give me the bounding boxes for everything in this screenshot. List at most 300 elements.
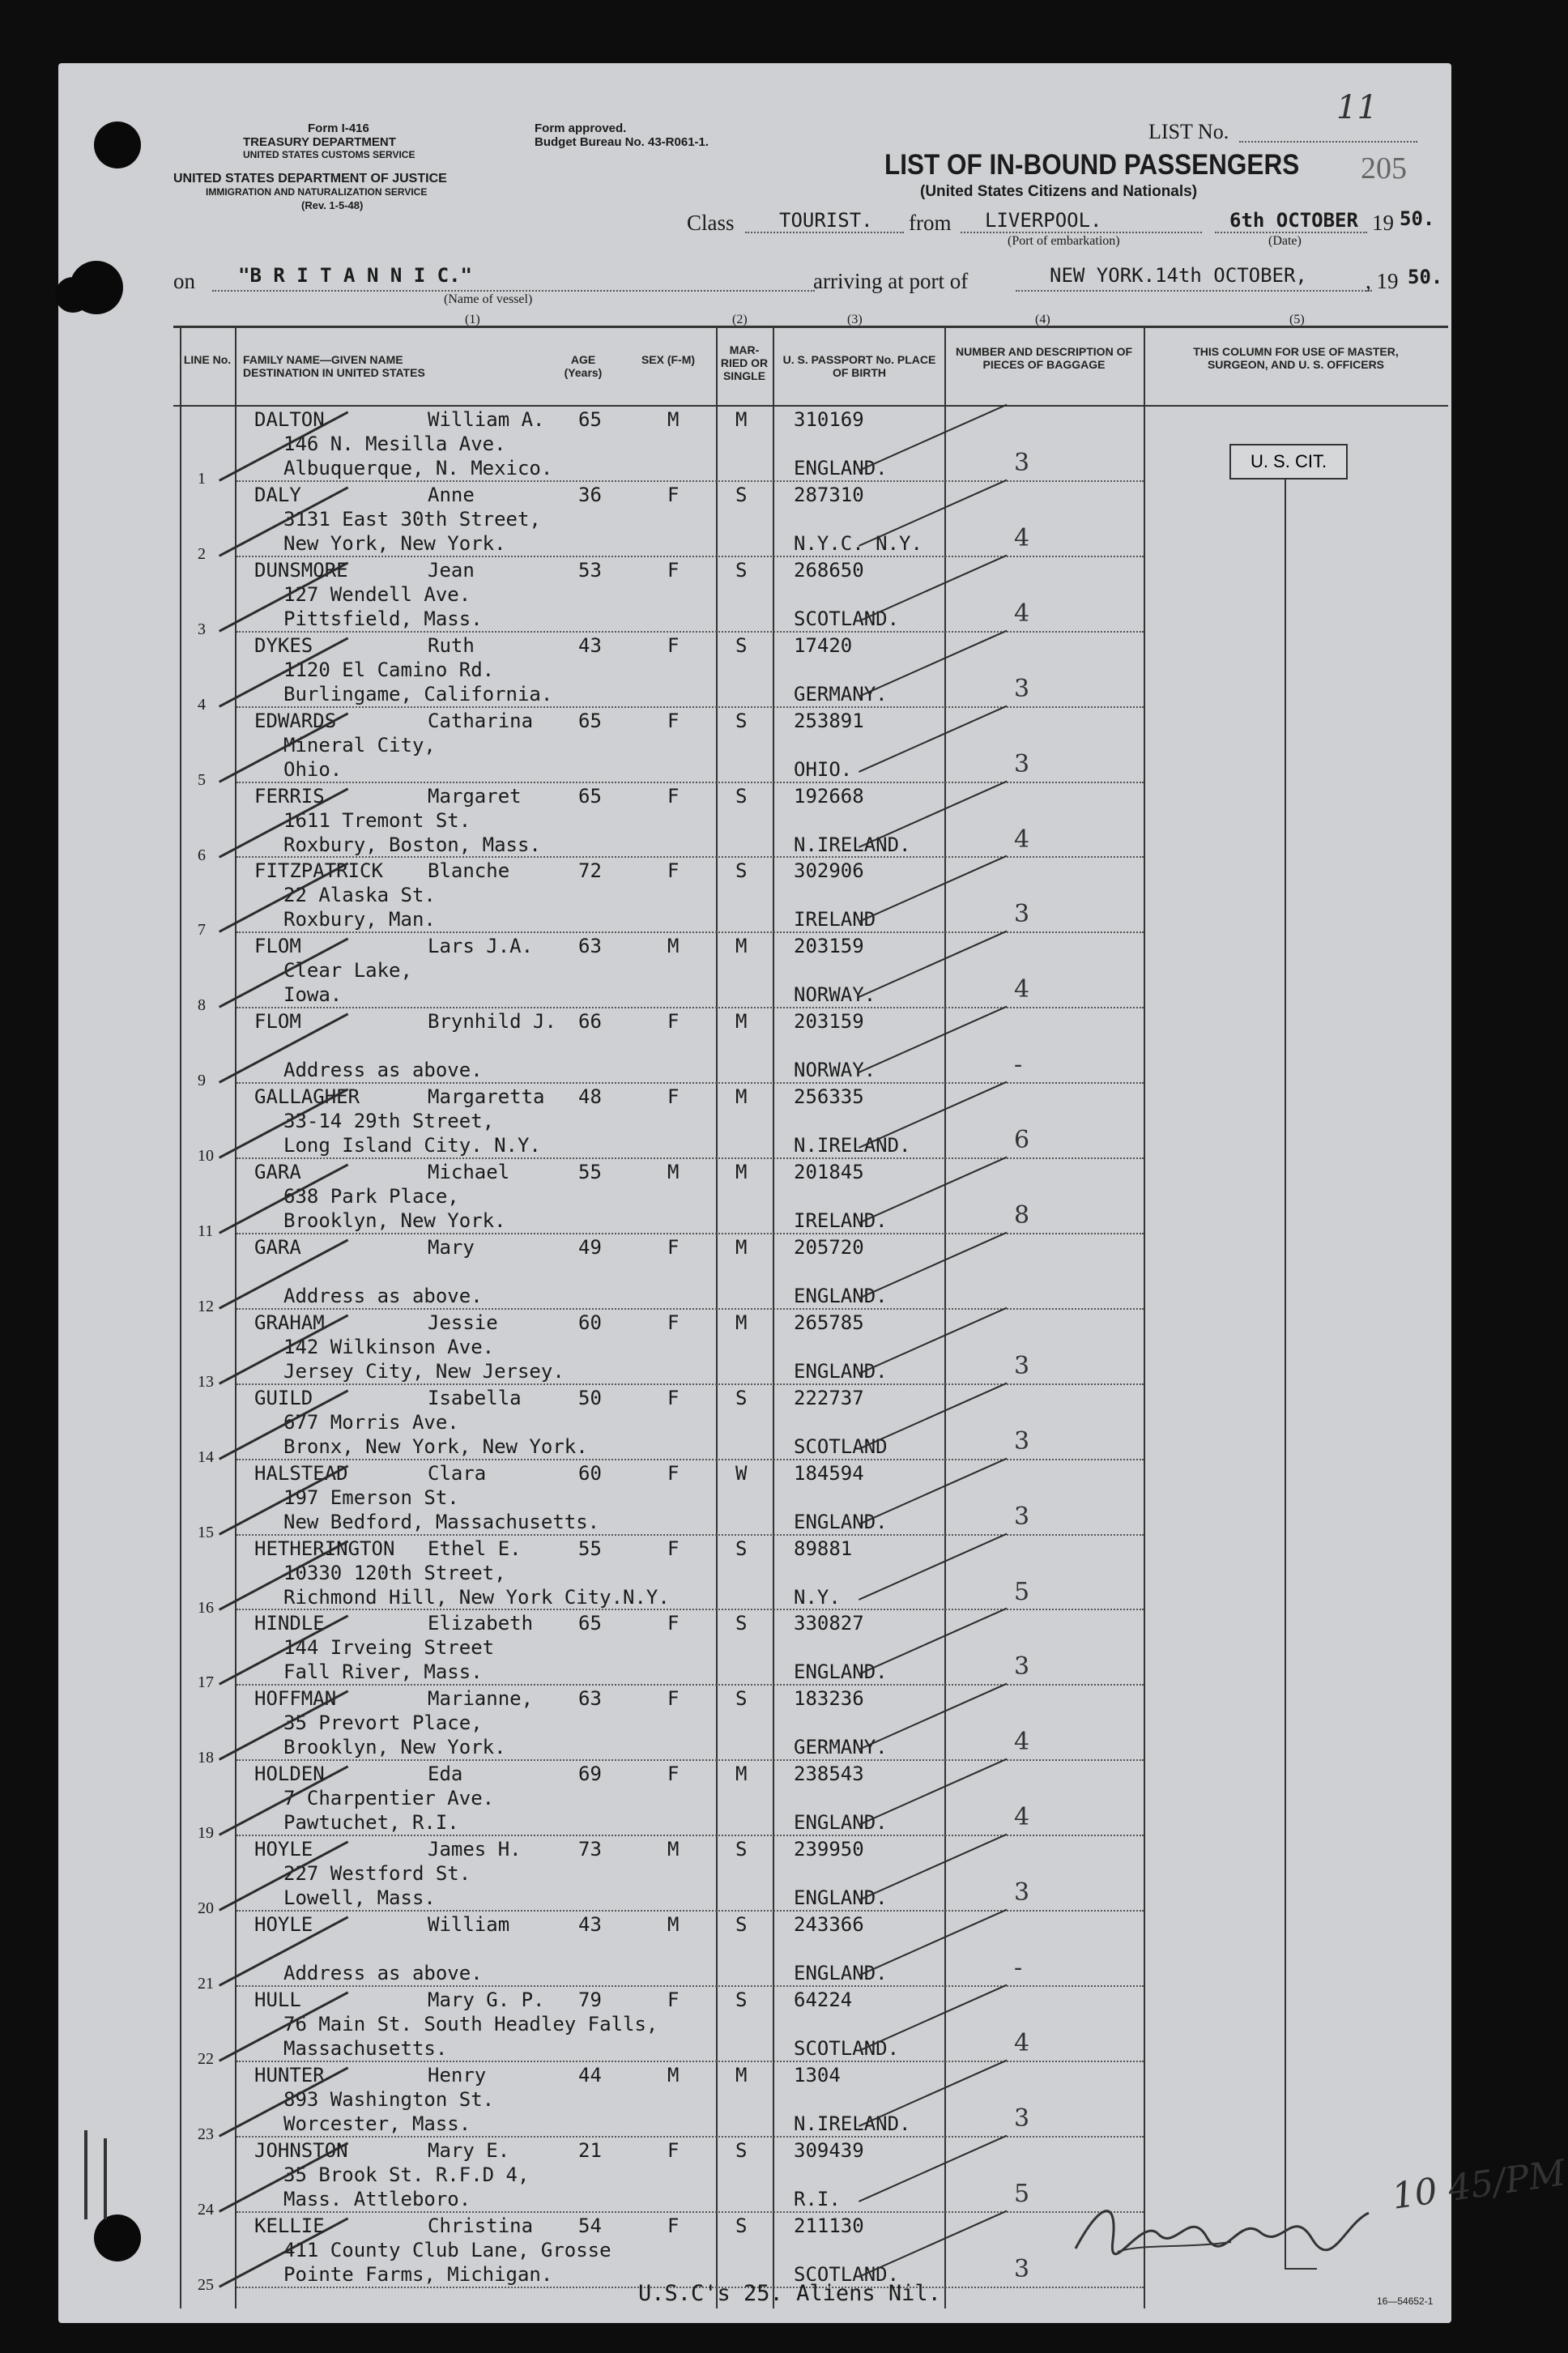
- passenger-sex: M: [667, 1838, 680, 1861]
- col-num-5: (5): [1289, 313, 1305, 326]
- passenger-given-name: Isabella: [428, 1386, 522, 1409]
- passenger-surname: GALLAGHER: [254, 1085, 360, 1109]
- port-value: LIVERPOOL.: [985, 209, 1102, 232]
- passenger-sex: F: [667, 558, 680, 582]
- passenger-age: 43: [578, 1913, 602, 1936]
- passenger-age: 50: [578, 1386, 602, 1409]
- port-caption: (Port of embarkation): [1008, 234, 1120, 248]
- col-header-name: FAMILY NAME—GIVEN NAME DESTINATION IN UNITED STATES: [243, 353, 425, 379]
- row-separator: [236, 856, 1144, 858]
- date-year: 50.: [1400, 207, 1435, 230]
- passenger-address-line: Address as above.: [283, 1962, 483, 1984]
- passenger-surname: HALSTEAD: [254, 1461, 348, 1485]
- passenger-given-name: Mary G. P.: [428, 1988, 545, 2011]
- passport-number: 302906: [794, 859, 864, 883]
- passenger-address-line: 3131 East 30th Street,: [283, 507, 541, 531]
- passenger-surname: FLOM: [254, 1010, 301, 1034]
- passenger-sex: F: [667, 1537, 680, 1560]
- passenger-address-line: 7 Charpentier Ave.: [283, 1787, 495, 1810]
- baggage-count: 4: [1014, 825, 1030, 854]
- passenger-given-name: Blanche: [428, 859, 510, 883]
- place-of-birth: N.Y.: [794, 1585, 841, 1609]
- col-header-age: AGE (Years): [564, 353, 603, 379]
- baggage-count: 3: [1014, 1351, 1030, 1380]
- passport-number: 309439: [794, 2138, 864, 2162]
- line-number: 25: [198, 2275, 214, 2294]
- baggage-count: 3: [1014, 749, 1030, 778]
- arrival-time: 10 45/PM: [1389, 2152, 1568, 2218]
- passenger-age: 63: [578, 935, 602, 958]
- passenger-surname: HUNTER: [254, 2063, 325, 2087]
- passenger-address-line: 677 Morris Ave.: [283, 1410, 459, 1434]
- passenger-address-line: New York, New York.: [283, 531, 506, 555]
- passenger-age: 73: [578, 1838, 602, 1861]
- passenger-surname: DALY: [254, 483, 301, 506]
- place-of-birth: ENGLAND.: [794, 1510, 888, 1533]
- passenger-sex: F: [667, 1085, 680, 1109]
- passenger-marital-status: S: [735, 709, 748, 732]
- passenger-address-line: 1611 Tremont St.: [283, 808, 471, 832]
- date-value: 6th OCTOBER: [1229, 209, 1358, 232]
- passenger-given-name: Ethel E.: [428, 1537, 522, 1560]
- passenger-marital-status: S: [735, 2138, 748, 2162]
- row-separator: [236, 1308, 1144, 1310]
- passenger-surname: GARA: [254, 1161, 301, 1183]
- passenger-age: 66: [578, 1010, 602, 1034]
- arrival-line: [1016, 290, 1372, 292]
- passenger-address-line: Pawtuchet, R.I.: [283, 1811, 459, 1835]
- col-divider: [1144, 326, 1145, 2308]
- row-separator: [236, 1233, 1144, 1234]
- place-of-birth: ENGLAND.: [794, 457, 888, 480]
- passenger-address-line: 227 Westford St.: [283, 1862, 471, 1886]
- passenger-sex: M: [667, 408, 680, 431]
- passenger-given-name: Clara: [428, 1461, 487, 1485]
- passenger-sex: F: [667, 859, 680, 883]
- list-title: LIST OF IN-BOUND PASSENGERS: [884, 149, 1300, 181]
- place-of-birth: ENGLAND.: [794, 1359, 888, 1383]
- passenger-address-line: Address as above.: [283, 1059, 483, 1082]
- passenger-given-name: Margaret: [428, 784, 522, 808]
- line-number: 22: [198, 2049, 214, 2068]
- vessel-value: "B R I T A N N I C.": [238, 264, 472, 287]
- passport-number: 253891: [794, 709, 864, 732]
- passenger-given-name: Marianne,: [428, 1687, 534, 1711]
- passenger-sex: F: [667, 633, 680, 657]
- place-of-birth: SCOTLAND.: [794, 2036, 900, 2060]
- passenger-address-line: 35 Brook St. R.F.D 4,: [283, 2163, 530, 2186]
- passport-number: 268650: [794, 558, 864, 582]
- passenger-address-line: 22 Alaska St.: [283, 884, 436, 907]
- passenger-surname: HETHERINGTON: [254, 1537, 395, 1560]
- passport-number: 203159: [794, 1010, 864, 1034]
- passenger-address-line: 76 Main St. South Headley Falls,: [283, 2012, 658, 2035]
- place-of-birth: NORWAY.: [794, 983, 876, 1007]
- place-of-birth: GERMANY.: [794, 1736, 888, 1759]
- passenger-age: 44: [578, 2063, 602, 2087]
- passenger-age: 43: [578, 633, 602, 657]
- passenger-given-name: Mary: [428, 1235, 475, 1259]
- baggage-count: 4: [1014, 2028, 1030, 2057]
- passenger-given-name: Brynhild J.: [428, 1010, 556, 1034]
- col-num-2: (2): [732, 313, 748, 326]
- passport-number: 330827: [794, 1612, 864, 1635]
- passenger-marital-status: S: [735, 2214, 748, 2237]
- row-separator: [236, 631, 1144, 633]
- passenger-marital-status: S: [735, 1913, 748, 1936]
- passport-number: 89881: [794, 1537, 853, 1560]
- passenger-address-line: Richmond Hill, New York City.N.Y.: [283, 1585, 670, 1609]
- passport-number: 201845: [794, 1161, 864, 1183]
- col-header-baggage: NUMBER AND DESCRIPTION OF PIECES OF BAGGAGE: [955, 345, 1133, 371]
- baggage-count: 3: [1014, 449, 1030, 477]
- passenger-sex: M: [667, 935, 680, 958]
- passenger-given-name: Henry: [428, 2063, 487, 2087]
- row-separator: [236, 1609, 1144, 1610]
- passenger-marital-status: M: [735, 1235, 748, 1259]
- passenger-age: 69: [578, 1763, 602, 1786]
- baggage-count: 6: [1014, 1126, 1030, 1155]
- passport-number: 238543: [794, 1763, 864, 1786]
- row-separator: [236, 480, 1144, 482]
- row-separator: [236, 1157, 1144, 1159]
- passenger-sex: M: [667, 1913, 680, 1936]
- passenger-address-line: Albuquerque, N. Mexico.: [283, 457, 553, 480]
- passenger-given-name: Catharina: [428, 709, 534, 732]
- col-divider: [773, 326, 774, 2308]
- line-number: 3: [198, 620, 206, 638]
- place-of-birth: ENGLAND.: [794, 1962, 888, 1984]
- baggage-count: 5: [1014, 1577, 1030, 1606]
- passenger-address-line: 35 Prevort Place,: [283, 1711, 483, 1735]
- passenger-surname: DUNSMORE: [254, 558, 348, 582]
- passenger-sex: F: [667, 1763, 680, 1786]
- passport-number: 239950: [794, 1838, 864, 1861]
- passport-number: 211130: [794, 2214, 864, 2237]
- passenger-given-name: Christina: [428, 2214, 534, 2237]
- line-number: 2: [198, 544, 206, 563]
- passport-number: 243366: [794, 1913, 864, 1936]
- passenger-address-line: 638 Park Place,: [283, 1185, 459, 1208]
- print-code: 16—54652-1: [1377, 2295, 1434, 2307]
- passenger-sex: F: [667, 1461, 680, 1485]
- list-no-label: LIST No.: [1148, 120, 1229, 143]
- passenger-address-line: Mineral City,: [283, 733, 436, 757]
- passenger-marital-status: W: [735, 1461, 748, 1485]
- row-separator: [236, 556, 1144, 557]
- form-approved: Form approved.: [535, 121, 627, 135]
- passenger-address-line: 1120 El Camino Rd.: [283, 658, 495, 681]
- passenger-address-line: Burlingame, California.: [283, 682, 553, 705]
- baggage-count: 3: [1014, 1426, 1030, 1456]
- row-separator: [236, 1082, 1144, 1084]
- passenger-address-line: Address as above.: [283, 1284, 483, 1307]
- line-number: 21: [198, 1975, 214, 1993]
- passenger-marital-status: S: [735, 1386, 748, 1409]
- passenger-given-name: Michael: [428, 1161, 510, 1183]
- line-number: 6: [198, 846, 206, 864]
- line-number: 9: [198, 1072, 206, 1090]
- passenger-sex: F: [667, 1386, 680, 1409]
- row-separator: [236, 1759, 1144, 1761]
- passenger-surname: HOLDEN: [254, 1763, 325, 1786]
- baggage-count: 3: [1014, 674, 1030, 703]
- passport-number: 287310: [794, 483, 864, 506]
- class-line: [745, 232, 904, 233]
- page-number: 205: [1361, 151, 1407, 185]
- line-number: 19: [198, 1824, 214, 1843]
- passenger-sex: F: [667, 1235, 680, 1259]
- col-header-line: LINE No.: [183, 353, 232, 366]
- line-number: 1: [198, 470, 206, 488]
- line-number: 7: [198, 921, 206, 940]
- baggage-count: 3: [1014, 2104, 1030, 2133]
- row-separator: [236, 1835, 1144, 1836]
- passenger-address-line: Roxbury, Boston, Mass.: [283, 833, 541, 856]
- baggage-count: 4: [1014, 599, 1030, 628]
- baggage-count: 4: [1014, 523, 1030, 552]
- passport-number: 1304: [794, 2063, 841, 2087]
- passenger-sex: F: [667, 1687, 680, 1711]
- from-label: from: [909, 211, 952, 235]
- passenger-marital-status: M: [735, 408, 748, 431]
- margin-mark: [84, 2130, 87, 2219]
- passenger-marital-status: M: [735, 1311, 748, 1334]
- date-year-prefix: 19: [1372, 211, 1394, 235]
- col-header-officers: THIS COLUMN FOR USE OF MASTER, SURGEON, AND U. S. OFFICERS: [1193, 345, 1399, 371]
- passenger-given-name: James H.: [428, 1838, 522, 1861]
- passenger-address-line: Massachusetts.: [283, 2036, 448, 2060]
- vessel-line: [212, 290, 815, 292]
- place-of-birth: ENGLAND.: [794, 1886, 888, 1910]
- passenger-address-line: 411 County Club Lane, Grosse: [283, 2238, 611, 2261]
- passenger-sex: F: [667, 1010, 680, 1034]
- row-separator: [236, 1383, 1144, 1385]
- passport-number: 310169: [794, 408, 864, 431]
- row-separator: [236, 1007, 1144, 1008]
- passenger-marital-status: M: [735, 1763, 748, 1786]
- arrival-value: NEW YORK.14th OCTOBER,: [1050, 264, 1307, 287]
- line-number: 5: [198, 770, 206, 789]
- passenger-surname: GARA: [254, 1235, 301, 1259]
- line-number: 10: [198, 1147, 214, 1166]
- passenger-marital-status: S: [735, 859, 748, 883]
- place-of-birth: NORWAY.: [794, 1059, 876, 1082]
- passenger-address-line: 142 Wilkinson Ave.: [283, 1335, 495, 1358]
- punch-hole: [94, 121, 141, 168]
- passenger-marital-status: S: [735, 1988, 748, 2011]
- passenger-sex: F: [667, 709, 680, 732]
- place-of-birth: OHIO.: [794, 757, 853, 781]
- passenger-surname: FERRIS: [254, 784, 325, 808]
- budget-bureau: Budget Bureau No. 43-R061-1.: [535, 135, 709, 149]
- passenger-address-line: Roxbury, Man.: [283, 908, 436, 931]
- place-of-birth: IRELAND.: [794, 1209, 888, 1232]
- customs-label: UNITED STATES CUSTOMS SERVICE: [243, 149, 415, 160]
- passenger-address-line: 10330 120th Street,: [283, 1561, 506, 1584]
- passenger-age: 54: [578, 2214, 602, 2237]
- passenger-given-name: Jean: [428, 558, 475, 582]
- margin-mark: [104, 2138, 107, 2219]
- place-of-birth: SCOTLAND.: [794, 607, 900, 630]
- passenger-marital-status: M: [735, 935, 748, 958]
- passenger-age: 65: [578, 784, 602, 808]
- passenger-address-line: Worcester, Mass.: [283, 2112, 471, 2135]
- place-of-birth: ENGLAND.: [794, 1660, 888, 1684]
- passenger-given-name: Elizabeth: [428, 1612, 534, 1635]
- line-number: 12: [198, 1297, 214, 1315]
- passenger-age: 55: [578, 1537, 602, 1560]
- line-number: 8: [198, 996, 206, 1015]
- passenger-age: 65: [578, 408, 602, 431]
- passport-number: 183236: [794, 1687, 864, 1711]
- passenger-surname: HINDLE: [254, 1612, 325, 1635]
- baggage-count: 3: [1014, 1502, 1030, 1531]
- passenger-address-line: Pointe Farms, Michigan.: [283, 2262, 553, 2286]
- baggage-count: 3: [1014, 1878, 1030, 1908]
- passport-number: 203159: [794, 935, 864, 958]
- line-number: 24: [198, 2200, 214, 2219]
- passenger-sex: F: [667, 784, 680, 808]
- date-caption: (Date): [1268, 234, 1302, 248]
- passenger-surname: DYKES: [254, 633, 313, 657]
- passenger-address-line: Jersey City, New Jersey.: [283, 1359, 565, 1383]
- passenger-age: 65: [578, 709, 602, 732]
- passenger-address-line: 146 N. Mesilla Ave.: [283, 433, 506, 455]
- passenger-age: 21: [578, 2138, 602, 2162]
- row-separator: [236, 706, 1144, 708]
- row-separator: [236, 1534, 1144, 1536]
- passenger-sex: F: [667, 1612, 680, 1635]
- row-separator: [236, 2136, 1144, 2138]
- passenger-surname: KELLIE: [254, 2214, 325, 2237]
- rev-label: (Rev. 1-5-48): [301, 199, 364, 211]
- row-separator: [236, 1910, 1144, 1912]
- passenger-marital-status: S: [735, 1838, 748, 1861]
- passenger-age: 49: [578, 1235, 602, 1259]
- arrival-year: 50.: [1408, 266, 1443, 288]
- passenger-marital-status: M: [735, 2063, 748, 2087]
- passenger-address-line: Mass. Attleboro.: [283, 2187, 471, 2210]
- passenger-address-line: Lowell, Mass.: [283, 1886, 436, 1910]
- baggage-count: -: [1014, 1954, 1023, 1982]
- passport-number: 64224: [794, 1988, 853, 2011]
- passenger-marital-status: S: [735, 483, 748, 506]
- row-separator: [236, 2211, 1144, 2213]
- passenger-marital-status: S: [735, 1612, 748, 1635]
- passenger-given-name: Eda: [428, 1763, 463, 1786]
- passenger-marital-status: S: [735, 558, 748, 582]
- passenger-address-line: Clear Lake,: [283, 959, 412, 983]
- passenger-age: 60: [578, 1461, 602, 1485]
- line-number: 15: [198, 1523, 214, 1541]
- ins-label: IMMIGRATION AND NATURALIZATION SERVICE: [206, 186, 428, 198]
- passport-number: 265785: [794, 1311, 864, 1334]
- place-of-birth: N.IRELAND.: [794, 1134, 911, 1157]
- line-number: 13: [198, 1372, 214, 1391]
- baggage-count: -: [1014, 1051, 1023, 1080]
- passenger-marital-status: S: [735, 1687, 748, 1711]
- list-no-value: 11: [1336, 89, 1378, 126]
- passenger-age: 53: [578, 558, 602, 582]
- port-line: [961, 232, 1202, 233]
- passenger-age: 72: [578, 859, 602, 883]
- passenger-given-name: William: [428, 1913, 510, 1936]
- manifest-sheet: [58, 63, 1451, 2323]
- baggage-count: 3: [1014, 900, 1030, 929]
- passenger-given-name: Anne: [428, 483, 475, 506]
- passenger-surname: GUILD: [254, 1386, 313, 1409]
- col-header-married: MAR-RIED OR SINGLE: [720, 343, 769, 382]
- passenger-given-name: Lars J.A.: [428, 935, 534, 958]
- vessel-caption: (Name of vessel): [444, 292, 533, 306]
- col-divider: [180, 326, 181, 2308]
- passport-number: 184594: [794, 1461, 864, 1485]
- officer-bracket-foot: [1285, 2268, 1317, 2270]
- row-separator: [236, 782, 1144, 783]
- passport-number: 192668: [794, 784, 864, 808]
- passenger-marital-status: S: [735, 784, 748, 808]
- passenger-surname: DALTON: [254, 408, 325, 431]
- place-of-birth: SCOTLAND: [794, 1434, 888, 1458]
- place-of-birth: IRELAND: [794, 908, 876, 931]
- place-of-birth: SCOTLAND.: [794, 2262, 900, 2286]
- row-separator: [236, 931, 1144, 933]
- arriving-label: arriving at port of: [813, 269, 969, 293]
- form-number: Form I-416: [308, 121, 369, 135]
- col-num-3: (3): [847, 313, 863, 326]
- passenger-marital-status: M: [735, 1010, 748, 1034]
- place-of-birth: ENGLAND.: [794, 1811, 888, 1835]
- passenger-surname: HOYLE: [254, 1913, 313, 1936]
- col-num-1: (1): [465, 313, 480, 326]
- passenger-age: 60: [578, 1311, 602, 1334]
- place-of-birth: R.I.: [794, 2187, 841, 2210]
- class-value: TOURIST.: [779, 209, 873, 232]
- baggage-count: 4: [1014, 975, 1030, 1004]
- passenger-address-line: Ohio.: [283, 757, 343, 781]
- footer-totals: U.S.C's 25. Aliens Nil.: [638, 2281, 941, 2306]
- passenger-given-name: Margaretta: [428, 1085, 545, 1109]
- passenger-surname: HULL: [254, 1988, 301, 2011]
- col-header-sex: SEX (F-M): [641, 353, 696, 366]
- passenger-address-line: Bronx, New York, New York.: [283, 1434, 588, 1458]
- passenger-sex: F: [667, 2214, 680, 2237]
- place-of-birth: N.Y.C. N.Y.: [794, 531, 922, 555]
- passenger-address-line: Pittsfield, Mass.: [283, 607, 483, 630]
- arrival-year-prefix: , 19: [1366, 269, 1399, 293]
- baggage-count: 3: [1014, 2254, 1030, 2283]
- passenger-address-line: Brooklyn, New York.: [283, 1736, 506, 1759]
- us-citizen-stamp: U. S. CIT.: [1229, 444, 1348, 480]
- treasury-label: TREASURY DEPARTMENT: [243, 135, 396, 149]
- passenger-age: 79: [578, 1988, 602, 2011]
- passenger-surname: FLOM: [254, 935, 301, 958]
- passenger-given-name: Mary E.: [428, 2138, 510, 2162]
- line-number: 23: [198, 2125, 214, 2143]
- passenger-age: 65: [578, 1612, 602, 1635]
- passenger-age: 55: [578, 1161, 602, 1183]
- place-of-birth: N.IRELAND.: [794, 2112, 911, 2135]
- line-number: 18: [198, 1749, 214, 1767]
- baggage-count: 4: [1014, 1728, 1030, 1757]
- passenger-address-line: New Bedford, Massachusetts.: [283, 1510, 600, 1533]
- passenger-given-name: Ruth: [428, 633, 475, 657]
- baggage-count: 3: [1014, 1652, 1030, 1682]
- passenger-address-line: 893 Washington St.: [283, 2087, 495, 2111]
- passenger-marital-status: M: [735, 1085, 748, 1109]
- line-number: 17: [198, 1673, 214, 1692]
